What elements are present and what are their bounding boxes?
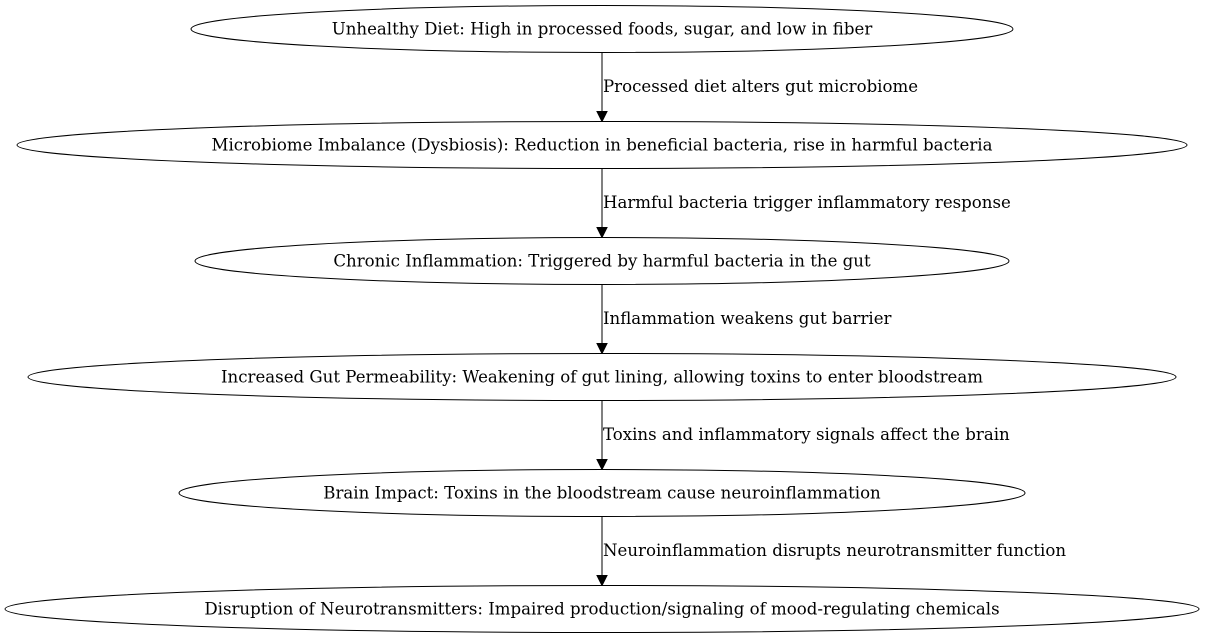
edge-label: Harmful bacteria trigger inflammatory response <box>603 193 1011 212</box>
arrowhead-icon <box>597 344 607 354</box>
node-brain-impact <box>179 470 1025 517</box>
node-label: Unhealthy Diet: High in processed foods, sugar, and low in fiber <box>331 19 873 39</box>
arrowhead-icon <box>597 460 607 470</box>
node-label: Chronic Inflammation: Triggered by harmful bacteria in the gut <box>333 251 871 271</box>
arrowhead-icon <box>597 228 607 238</box>
node-neurotransmitters <box>5 586 1199 633</box>
node-label: Disruption of Neurotransmitters: Impaired production/signaling of mood-regulating chemicals <box>204 599 1000 619</box>
node-gut-permeability <box>28 354 1176 401</box>
edge-label: Toxins and inflammatory signals affect the brain <box>603 425 1010 444</box>
edge-brain-impact-to-neurotransmitters <box>597 517 1066 586</box>
arrowhead-icon <box>597 112 607 122</box>
edge-label: Processed diet alters gut microbiome <box>603 77 919 96</box>
node-dysbiosis <box>17 122 1187 169</box>
node-label: Increased Gut Permeability: Weakening of gut lining, allowing toxins to enter bloodstream <box>221 367 983 387</box>
edge-dysbiosis-to-chronic-inflammation <box>597 169 1011 238</box>
node-label: Microbiome Imbalance (Dysbiosis): Reduction in beneficial bacteria, rise in harmful bacteria <box>211 135 993 155</box>
node-unhealthy-diet <box>191 6 1013 53</box>
node-label: Brain Impact: Toxins in the bloodstream cause neuroinflammation <box>323 483 881 503</box>
node-chronic-inflammation <box>195 238 1009 285</box>
edge-chronic-inflammation-to-gut-permeability <box>597 285 892 354</box>
edge-label: Neuroinflammation disrupts neurotransmitter function <box>603 541 1067 560</box>
arrowhead-icon <box>597 576 607 586</box>
edge-label: Inflammation weakens gut barrier <box>603 309 892 328</box>
edge-unhealthy-diet-to-dysbiosis <box>597 53 918 122</box>
edge-gut-permeability-to-brain-impact <box>597 401 1010 470</box>
